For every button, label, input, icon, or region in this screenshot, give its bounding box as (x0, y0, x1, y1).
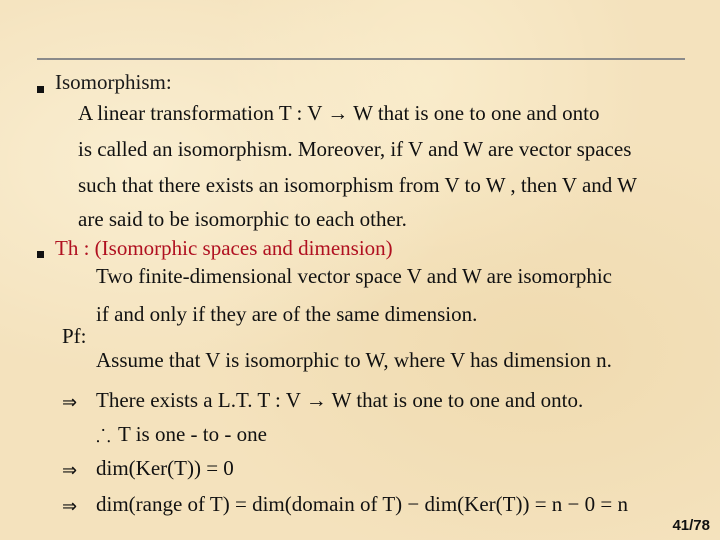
implies-arrow-icon: ⇒ (62, 392, 78, 413)
implies-arrow-icon: ⇒ (62, 496, 78, 517)
title-divider (37, 58, 685, 60)
proof-assumption: Assume that V is isomorphic to W, where V has dimension n. (96, 348, 612, 372)
theorem-line-2: if and only if they are of the same dimension. (96, 302, 478, 326)
bullet-icon (37, 251, 44, 258)
proof-step-1: There exists a L.T. T : V → W that is one to one and onto. (96, 388, 584, 412)
definition-line-2: is called an isomorphism. Moreover, if V and W are vector spaces (78, 137, 632, 161)
therefore-icon: ⸫ (96, 426, 111, 447)
proof-step-3: dim(Ker(T)) = 0 (96, 456, 234, 480)
page-number: 41/78 (672, 517, 710, 534)
bullet-icon (37, 86, 44, 93)
definition-line-4: are said to be isomorphic to each other. (78, 207, 407, 231)
proof-step-4: dim(range of T) = dim(domain of T) − dim(Ker(T)) = n − 0 = n (96, 492, 628, 516)
theorem-heading: Th : (Isomorphic spaces and dimension) (55, 236, 393, 260)
definition-line-1: A linear transformation T : V → W that is one to one and onto (78, 101, 600, 125)
isomorphism-heading: Isomorphism: (55, 70, 172, 94)
definition-line-3: such that there exists an isomorphism from V to W , then V and W (78, 173, 637, 197)
proof-label: Pf: (62, 324, 87, 348)
theorem-line-1: Two finite-dimensional vector space V and W are isomorphic (96, 264, 613, 288)
implies-arrow-icon: ⇒ (62, 460, 78, 481)
proof-step-2: T is one - to - one (118, 422, 267, 446)
